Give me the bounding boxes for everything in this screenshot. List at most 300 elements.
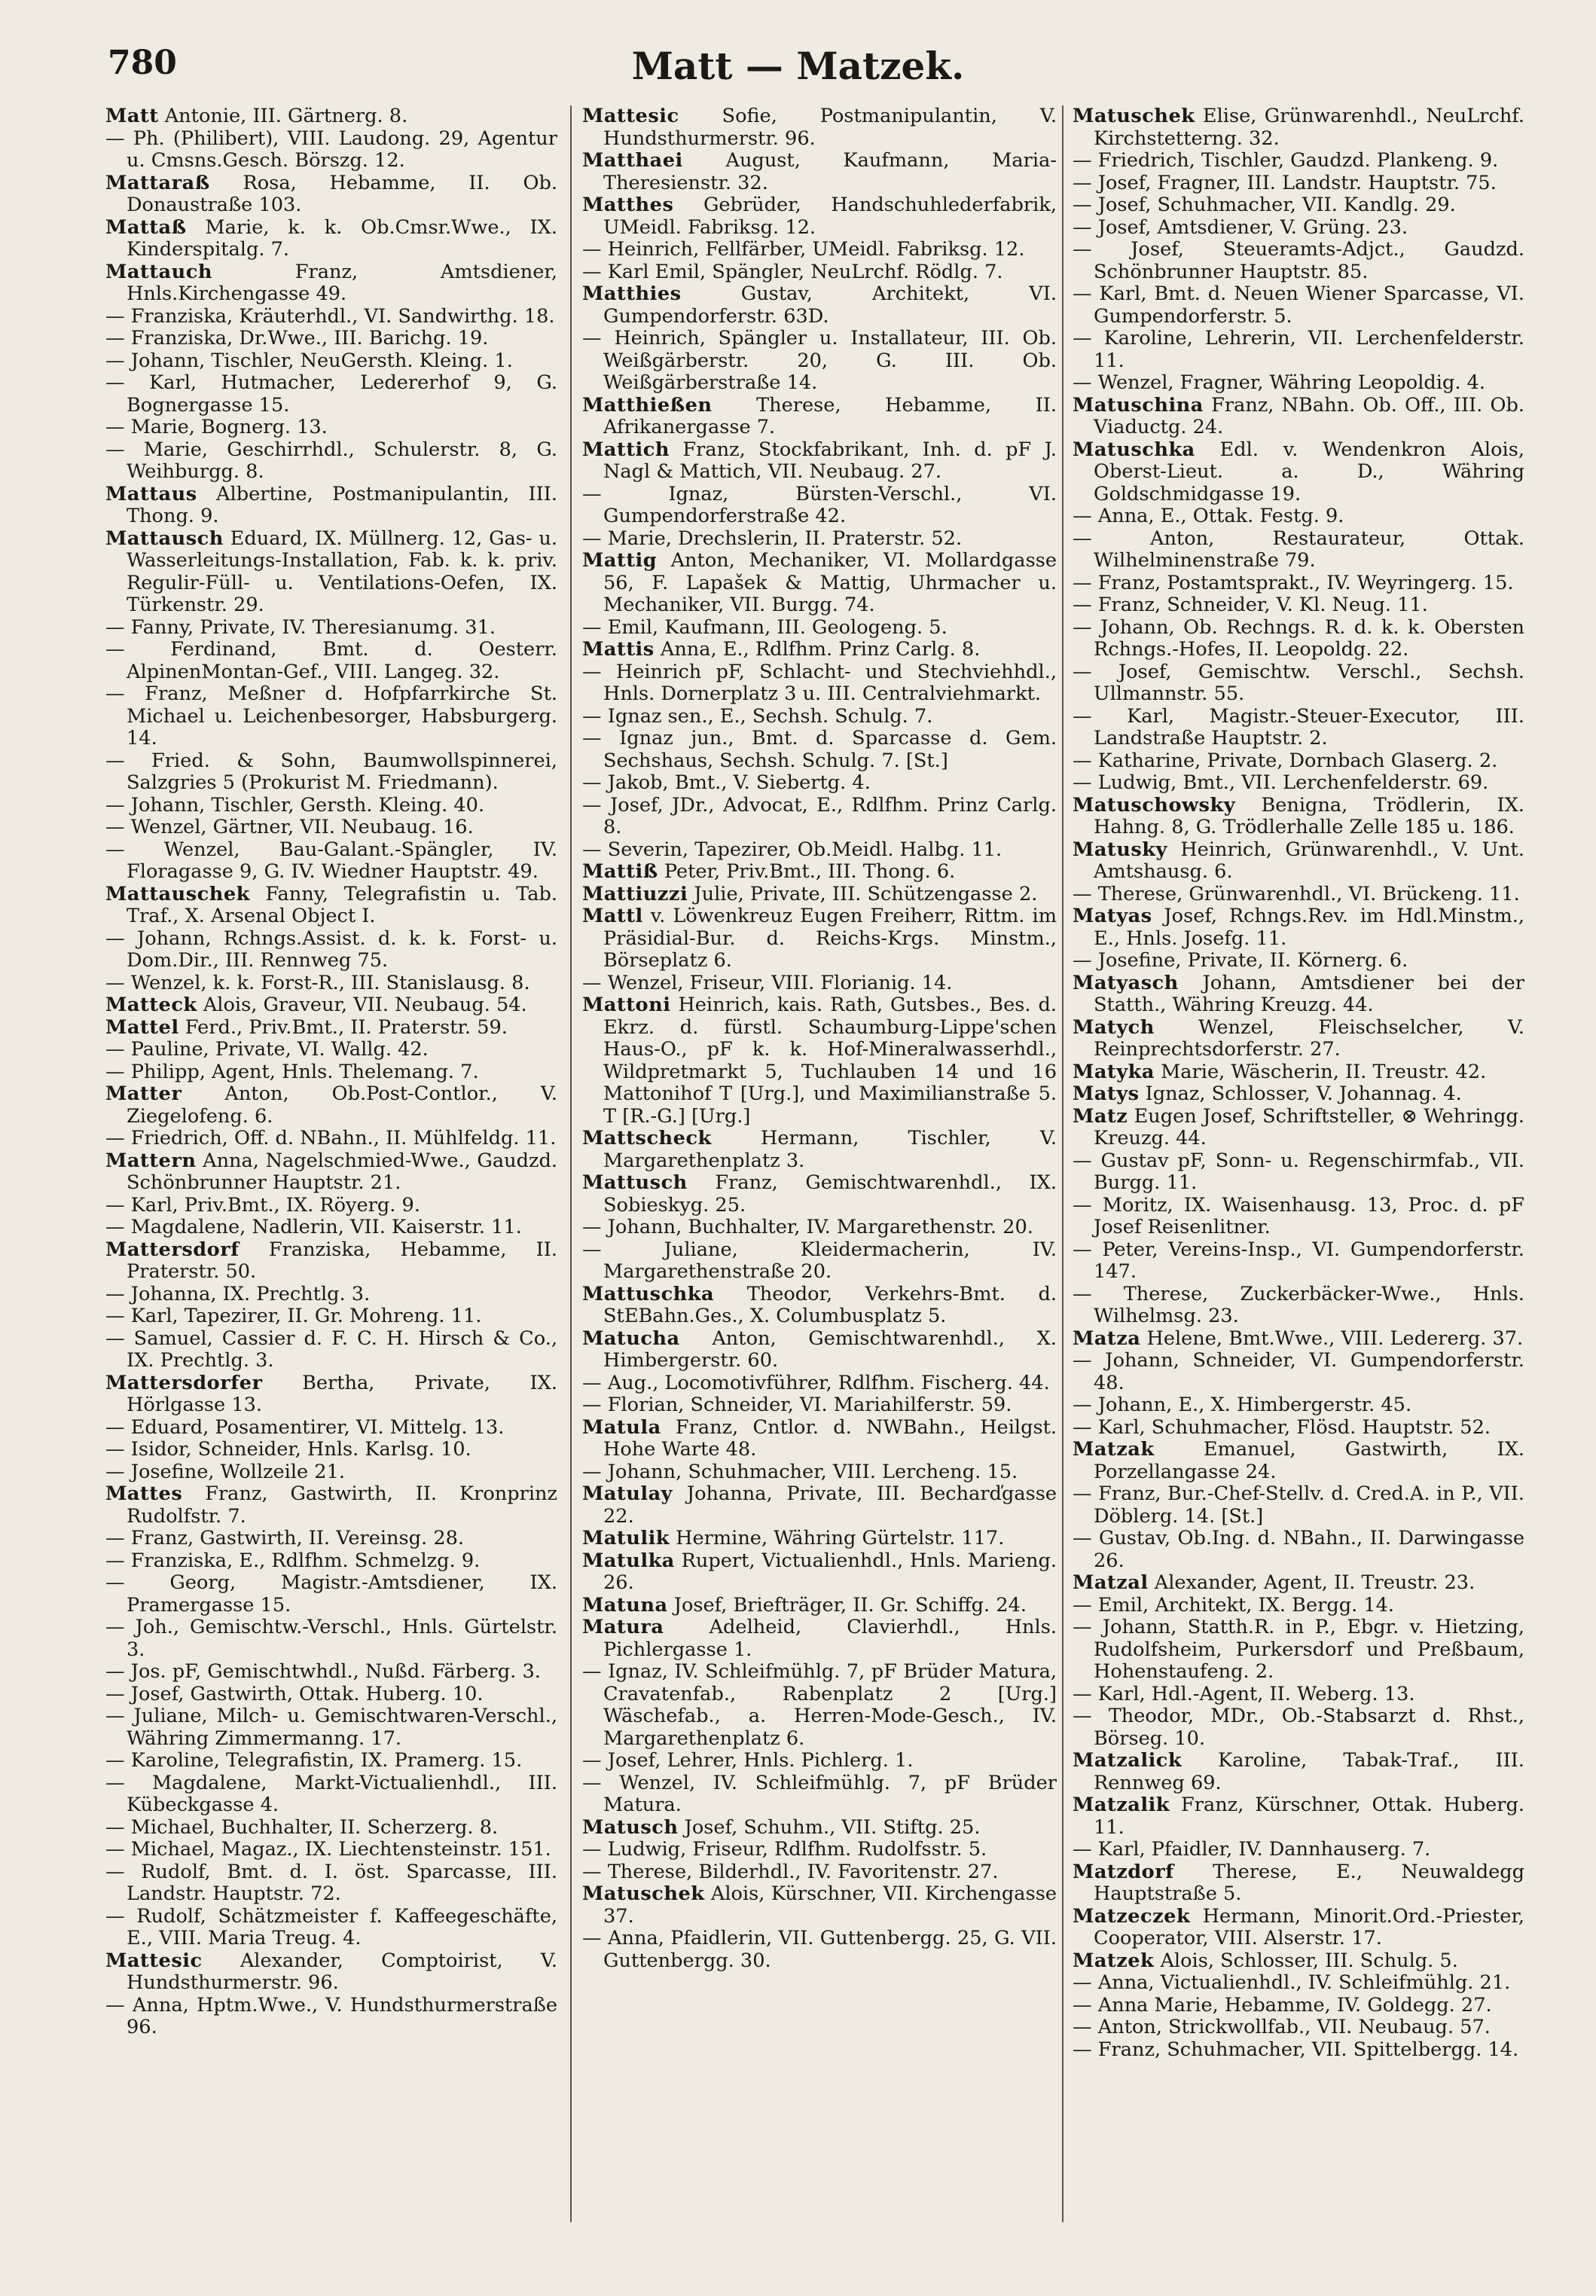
directory-entry (1073, 1617, 1524, 1684)
entry-text: — Wenzel, IV. Schleifmühlg. 7, pF Brüder Matura. (582, 1771, 1057, 1816)
entry-text: Alois, Schlosser, III. Schulg. 5. (1160, 1949, 1458, 1972)
entry-text: — Franziska, Dr.Wwe., III. Barichg. 19. (105, 327, 489, 350)
entry-text: — Franziska, E., Rdlfhm. Schmelzg. 9. (105, 1549, 481, 1572)
directory-entry (582, 328, 1057, 395)
entry-text: Sofie, Postmanipulantin, V. Hundsthurmerstr. 96. (603, 105, 1057, 150)
directory-entry (582, 283, 1057, 328)
entry-text: — Juliane, Milch- u. Gemischtwaren-Verschl., Währing Zimmermanng. 17. (105, 1705, 557, 1750)
directory-entry (105, 261, 557, 306)
entry-text: Gustav, Architekt, VI. Gumpendorferstr. 63D. (603, 282, 1057, 328)
entry-text: Therese, E., Neuwaldegg Hauptstraße 5. (1094, 1860, 1524, 1905)
column-3 (1073, 105, 1524, 2282)
entry-text: — Josef, Amtsdiener, V. Grüng. 23. (1073, 215, 1408, 239)
entry-surname: Matucha (582, 1327, 680, 1350)
entry-text: — Jakob, Bmt., V. Siebertg. 4. (582, 771, 871, 794)
directory-entry (582, 1661, 1057, 1750)
entry-text: — Friedrich, Off. d. NBahn., II. Mühlfeldg. 11. (105, 1127, 557, 1150)
entry-text: — Karl Emil, Spängler, NeuLrchf. Rödlg. 7. (582, 260, 1003, 283)
entry-text: — Anton, Restaurateur, Ottak. Wilhelminenstraße 79. (1073, 527, 1524, 572)
entry-text: Wenzel, Fleischselcher, V. Reinprechtsdorferstr. 27. (1094, 1015, 1524, 1061)
directory-entry (1073, 750, 1524, 773)
directory-entry (582, 1217, 1057, 1239)
directory-entry (1073, 795, 1524, 839)
entry-surname: Matuschina (1073, 393, 1204, 417)
entry-text: v. Löwenkreuz Eugen Freiherr, Rittm. im Präsidial-Bur. d. Reichs-Krgs. Minstm., Börseplatz 6. (603, 905, 1057, 972)
entry-text: — Eduard, Posamentirer, VI. Mittelg. 13. (105, 1415, 505, 1439)
entry-text: Heinrich, Grünwarenhdl., V. Unt. Amtshausg. 6. (1094, 838, 1524, 883)
directory-entry (1073, 505, 1524, 528)
entry-surname: Matzalick (1073, 1749, 1183, 1772)
directory-entry (582, 1817, 1057, 1840)
entry-text: — Michael, Magaz., IX. Liechtensteinstr. 151. (105, 1838, 551, 1861)
entry-text: — Friedrich, Tischler, Gaudzd. Plankeng. 9. (1073, 149, 1499, 172)
entry-text: Franz, Cntlor. d. NWBahn., Heilgst. Hohe Warte 48. (603, 1415, 1057, 1461)
directory-entry (105, 617, 557, 640)
directory-entry (1073, 1950, 1524, 1973)
entry-surname: Matthießen (582, 393, 713, 417)
directory-entry (1073, 1794, 1524, 1839)
directory-entry (1073, 1239, 1524, 1284)
entry-surname: Matuna (582, 1593, 668, 1617)
directory-entry (582, 1772, 1057, 1817)
directory-entry (582, 439, 1057, 484)
entry-text: — Ludwig, Friseur, Rdlfhm. Rudolfsstr. 5. (582, 1838, 987, 1861)
entry-surname: Mattscheck (582, 1127, 712, 1150)
entry-text: — Theodor, MDr., Ob.-Stabsarzt d. Rhst., Börseg. 10. (1073, 1705, 1524, 1750)
entry-text: — Ph. (Philibert), VIII. Laudong. 29, Agentur u. Cmsns.Gesch. Börszg. 12. (105, 127, 557, 172)
directory-entry (1073, 1284, 1524, 1328)
entry-surname: Matyas (1073, 905, 1152, 927)
entry-text: — Anna, E., Ottak. Festg. 9. (1073, 505, 1344, 527)
entry-surname: Mattersdorfer (105, 1371, 263, 1394)
entry-text: — Ignaz, IV. Schleifmühlg. 7, pF Brüder Matura, Cravatenfab., Rabenplatz 2 [Urg.] Wäschefab., a. Herren-Mode-Gesch., IV. Margarethenplatz 6. (582, 1660, 1057, 1750)
entry-surname: Matura (582, 1616, 664, 1638)
entry-text: — Juliane, Kleidermacherin, IV. Margarethenstraße 20. (582, 1238, 1057, 1283)
entry-surname: Matt (105, 105, 159, 127)
directory-entry (1073, 2017, 1524, 2039)
entry-text: — Franz, Bur.-Chef-Stellv. d. Cred.A. in P., VII. Döblerg. 14. [St.] (1073, 1482, 1524, 1528)
page-number: 780 (108, 44, 177, 82)
directory-entry (105, 1083, 557, 1128)
directory-entry (582, 861, 1057, 884)
directory-entry (105, 1750, 557, 1772)
entry-text: — Aug., Locomotivführer, Rdlfhm. Fischerg. 44. (582, 1371, 1050, 1394)
entry-text: — Marie, Geschirrhdl., Schulerstr. 8, G. Weihburgg. 8. (105, 438, 557, 483)
entry-text: Alois, Kürschner, VII. Kirchengasse 37. (603, 1882, 1057, 1928)
directory-entry (582, 994, 1057, 1128)
directory-entry (105, 1061, 557, 1084)
directory-entry (582, 661, 1057, 706)
entry-text: Franz, Stockfabrikant, Inh. d. pF J. Nagl & Mattich, VII. Neubaug. 27. (603, 438, 1057, 483)
entry-text: — Karl, Pfaidler, IV. Dannhauserg. 7. (1073, 1838, 1431, 1861)
directory-entry (105, 994, 557, 1017)
entry-text: — Gustav pF, Sonn- u. Regenschirmfab., VII. Burgg. 11. (1073, 1149, 1524, 1194)
directory-entry (105, 328, 557, 350)
entry-text: — Marie, Drechslerin, II. Praterstr. 52. (582, 527, 963, 550)
directory-entry (1073, 1394, 1524, 1417)
entry-text: — Johann, E., X. Himbergerstr. 45. (1073, 1394, 1412, 1416)
directory-entry (582, 395, 1057, 439)
entry-text: Gebrüder, Handschuhlederfabrik, UMeidl. Fabriksg. 12. (603, 194, 1057, 239)
entry-text: Rupert, Victualienhdl., Hnls. Marieng. 26. (603, 1549, 1057, 1594)
entry-text: — Karl, Schuhmacher, Flösd. Hauptstr. 52. (1073, 1415, 1491, 1439)
directory-entry (105, 1328, 557, 1372)
entry-text: Ferd., Priv.Bmt., II. Praterstr. 59. (185, 1015, 508, 1039)
entry-text: Eduard, IX. Müllnerg. 12, Gas- u. Wasserleitungs-Installation, Fab. k. k. priv. Regulir-Füll- u. Ventilations-Oefen, IX. Türkenstr. 29. (127, 527, 557, 616)
directory-entry (1073, 1417, 1524, 1440)
entry-text: Albertine, Postmanipulantin, III. Thong. 9. (127, 482, 557, 527)
entry-surname: Matzak (1073, 1438, 1155, 1461)
directory-entry (105, 1661, 557, 1684)
directory-entry (1073, 173, 1524, 195)
entry-text: Franz, Kürschner, Ottak. Huberg. 11. (1094, 1794, 1524, 1839)
entry-text: — Therese, Bilderhdl., IV. Favoritenstr. 27. (582, 1860, 999, 1883)
entry-text: Josef, Rchngs.Rev. im Hdl.Minstm., E., Hnls. Josefg. 11. (1094, 905, 1524, 950)
entry-text: Karoline, Tabak-Traf., III. Rennweg 69. (1094, 1749, 1524, 1794)
entry-text: Fanny, Telegrafistin u. Tab. Traf., X. Arsenal Object I. (127, 882, 557, 927)
directory-entry (582, 884, 1057, 906)
directory-entry (582, 1372, 1057, 1395)
entry-text: — Johann, Schuhmacher, VIII. Lercheng. 15. (582, 1460, 1018, 1483)
entry-text: — Gustav, Ob.Ing. d. NBahn., II. Darwingasse 26. (1073, 1527, 1524, 1572)
directory-entry (105, 1550, 557, 1573)
directory-entry (1073, 1328, 1524, 1351)
entry-text: Edl. v. Wendenkron Alois, Oberst-Lieut. a. D., Währing Goldschmidgasse 19. (1094, 438, 1524, 505)
directory-entry (105, 1195, 557, 1217)
entry-text: — Magdalene, Nadlerin, VII. Kaiserstr. 11. (105, 1216, 522, 1238)
directory-entry (1073, 1750, 1524, 1794)
directory-entry (105, 795, 557, 817)
directory-entry (1073, 1106, 1524, 1150)
entry-text: — Karl, Hutmacher, Ledererhof 9, G. Bognergasse 15. (105, 371, 557, 417)
entry-text: — Fried. & Sohn, Baumwollspinnerei, Salzgries 5 (Prokurist M. Friedmann). (105, 749, 557, 794)
entry-text: — Johann, Schneider, VI. Gumpendorferstr. 48. (1073, 1349, 1524, 1394)
directory-entry (582, 261, 1057, 284)
directory-entry (1073, 1150, 1524, 1195)
column-rule (570, 105, 572, 2222)
entry-text: Rosa, Hebamme, II. Ob. Donaustraße 103. (127, 171, 557, 216)
entry-text: — Isidor, Schneider, Hnls. Karlsg. 10. (105, 1438, 471, 1461)
directory-entry (105, 1861, 557, 1906)
entry-text: Emanuel, Gastwirth, IX. Porzellangasse 24. (1094, 1438, 1524, 1483)
directory-entry (105, 128, 557, 173)
entry-surname: Mattiß (582, 860, 658, 883)
directory-entry (105, 1705, 557, 1750)
entry-text: — Josefine, Private, II. Körnerg. 6. (1073, 949, 1408, 972)
directory-entry (1073, 239, 1524, 283)
entry-text: Josef, Briefträger, II. Gr. Schiffg. 24. (673, 1593, 1027, 1617)
directory-entry (1073, 528, 1524, 572)
directory-entry (105, 972, 557, 995)
directory-entry (582, 550, 1057, 617)
entry-surname: Matz (1073, 1104, 1128, 1128)
directory-entry (105, 1017, 557, 1040)
directory-entry (105, 1461, 557, 1484)
column-2 (582, 105, 1057, 2282)
directory-entry (582, 1928, 1057, 1972)
entry-text: — Josef, Gemischtw. Verschl., Sechsh. Ullmannstr. 55. (1073, 660, 1524, 705)
directory-entry (582, 1461, 1057, 1484)
entry-surname: Matuschka (1073, 438, 1195, 461)
directory-entry (105, 1572, 557, 1617)
directory-entry (105, 639, 557, 683)
directory-entry (1073, 1839, 1524, 1861)
entry-surname: Matuschek (582, 1882, 705, 1905)
entry-text: — Katharine, Private, Dornbach Glaserg. 2. (1073, 749, 1498, 772)
directory-entry (1073, 1483, 1524, 1528)
entry-text: Franziska, Hebamme, II. Praterstr. 50. (127, 1238, 557, 1283)
entry-text: — Anna, Hptm.Wwe., V. Hundsthurmerstraße 96. (105, 1993, 557, 2038)
entry-surname: Mattig (582, 549, 658, 572)
entry-text: — Emil, Architekt, IX. Bergg. 14. (1073, 1593, 1395, 1617)
entry-surname: Matzek (1073, 1949, 1155, 1972)
directory-entry (1073, 617, 1524, 661)
entry-surname: Mattauschek (105, 882, 250, 905)
entry-text: — Josefine, Wollzeile 21. (105, 1460, 345, 1483)
directory-entry (582, 1284, 1057, 1328)
entry-text: — Karl, Hdl.-Agent, II. Weberg. 13. (1073, 1682, 1415, 1705)
entry-surname: Mattiuzzi (582, 882, 688, 905)
entry-surname: Matyasch (1073, 971, 1179, 994)
entry-text: — Heinrich pF, Schlacht- und Stechviehhdl., Hnls. Dornerplatz 3 u. III. Centralviehmarkt. (582, 660, 1057, 705)
directory-entry (1073, 217, 1524, 240)
entry-text: Hermine, Währing Gürtelstr. 117. (676, 1527, 1005, 1549)
directory-entry (1073, 594, 1524, 617)
entry-text: — Anton, Strickwollfab., VII. Neubaug. 57. (1073, 2016, 1491, 2038)
entry-text: — Franz, Gastwirth, II. Vereinsg. 28. (105, 1527, 465, 1549)
directory-entry (105, 1128, 557, 1150)
entry-text: — Ignaz sen., E., Sechsh. Schulg. 7. (582, 704, 933, 728)
directory-entry (105, 1995, 557, 2039)
entry-text: — Johann, Statth.R. in P., Ebgr. v. Hietzing, Rudolfsheim, Purkersdorf und Preßbaum, Hohenstaufeng. 2. (1073, 1616, 1524, 1683)
entry-text: — Josef, Fragner, III. Landstr. Hauptstr. 75. (1073, 171, 1497, 194)
directory-entry (1073, 572, 1524, 595)
directory-entry (105, 928, 557, 972)
entry-text: Heinrich, kais. Rath, Gutsbes., Bes. d. Ekrz. d. fürstl. Schaumburg-Lippe'schen Haus-O., pF k. k. Hof-Mineralwasserhdl., Wildpretmarkt 5, Tuchlauben 14 und 16 Mattonihof T [Urg.], und Maximilianstraße 5. T [R.-G.] [Urg.] (603, 994, 1057, 1128)
directory-entry (1073, 706, 1524, 750)
directory-entry (582, 1750, 1057, 1772)
directory-entry (105, 1217, 557, 1239)
directory-entry (1073, 2039, 1524, 2062)
entry-surname: Matuschek (1073, 105, 1195, 127)
column-rule (1062, 105, 1063, 2222)
directory-entry (1073, 905, 1524, 950)
entry-text: August, Kaufmann, Maria-Theresienstr. 32. (603, 149, 1057, 194)
directory-entry (1073, 283, 1524, 328)
column-1 (105, 105, 557, 2282)
directory-entry (1073, 1528, 1524, 1572)
entry-text: — Peter, Vereins-Insp., VI. Gumpendorferstr. 147. (1073, 1238, 1524, 1283)
entry-text: Franz, Gemischtwarenhdl., IX. Sobieskyg. 25. (603, 1171, 1057, 1217)
entry-text: Alois, Graveur, VII. Neubaug. 54. (203, 994, 527, 1016)
entry-text: Helene, Bmt.Wwe., VIII. Ledererg. 37. (1146, 1327, 1524, 1350)
entry-text: — Karl, Magistr.-Steuer-Executor, III. Landstraße Hauptstr. 2. (1073, 704, 1524, 750)
entry-text: — Karl, Bmt. d. Neuen Wiener Sparcasse, VI. Gumpendorferstr. 5. (1073, 282, 1524, 328)
directory-entry (1073, 772, 1524, 795)
entry-surname: Matys (1073, 1082, 1140, 1105)
entry-text: — Jos. pF, Gemischtwhdl., Nußd. Färberg. 3. (105, 1660, 541, 1683)
directory-entry (582, 1417, 1057, 1461)
entry-text: — Rudolf, Schätzmeister f. Kaffeegeschäfte, E., VIII. Maria Treug. 4. (105, 1904, 557, 1949)
entry-text: — Anna, Pfaidlerin, VII. Guttenbergg. 25, G. VII. Guttenbergg. 30. (582, 1927, 1057, 1972)
directory-entry (105, 417, 557, 439)
entry-surname: Matzalik (1073, 1794, 1170, 1816)
directory-entry (582, 1839, 1057, 1861)
entry-text: Anton, Mechaniker, VI. Mollardgasse 56, F. Lapašek & Mattig, Uhrmacher u. Mechaniker, VII. Burgg. 74. (603, 549, 1057, 616)
entry-text: Hermann, Minorit.Ord.-Priester, Cooperator, VIII. Alserstr. 17. (1094, 1904, 1524, 1949)
entry-surname: Matzal (1073, 1571, 1149, 1594)
directory-entry (582, 617, 1057, 640)
entry-text: — Heinrich, Spängler u. Installateur, III. Ob. Weißgärberstr. 20, G. III. Ob. Weißgärberstraße 14. (582, 327, 1057, 394)
entry-surname: Mattes (105, 1482, 183, 1505)
directory-entry (105, 1483, 557, 1528)
entry-surname: Mattuschka (582, 1282, 715, 1305)
entry-text: — Georg, Magistr.-Amtsdiener, IX. Pramergasse 15. (105, 1571, 557, 1617)
entry-text: Theodor, Verkehrs-Bmt. d. StEBahn.Ges., X. Columbusplatz 5. (603, 1282, 1057, 1327)
directory-entry (582, 1528, 1057, 1550)
entry-text: Eugen Josef, Schriftsteller, ⊗ Wehringg. Kreuzg. 44. (1094, 1104, 1524, 1150)
entry-text: — Heinrich, Fellfärber, UMeidl. Fabriksg. 12. (582, 238, 1025, 261)
entry-text: Bertha, Private, IX. Hörlgasse 13. (127, 1371, 557, 1416)
directory-entry (1073, 328, 1524, 372)
entry-text: — Johann, Tischler, Gersth. Kleing. 40. (105, 793, 485, 817)
directory-entry (1073, 1439, 1524, 1483)
entry-text: — Johann, Buchhalter, IV. Margarethenstr. 20. (582, 1216, 1033, 1238)
directory-entry (582, 1883, 1057, 1928)
entry-text: — Karoline, Telegrafistin, IX. Pramerg. 15. (105, 1749, 523, 1772)
directory-entry (105, 173, 557, 217)
entry-text: — Josef, Schuhmacher, VII. Kandlg. 29. (1073, 194, 1456, 216)
entry-text: — Florian, Schneider, VI. Mariahilferstr. 59. (582, 1394, 1012, 1416)
directory-entry (105, 1906, 557, 1950)
directory-entry (1073, 884, 1524, 906)
directory-entry (105, 1150, 557, 1195)
directory-entry (582, 239, 1057, 261)
entry-text: Elise, Grünwarenhdl., NeuLrchf. Kirchstetterng. 32. (1094, 105, 1524, 150)
entry-text: — Josef, Lehrer, Hnls. Pichlerg. 1. (582, 1749, 914, 1772)
directory-entry (105, 1039, 557, 1061)
directory-entry (105, 1839, 557, 1861)
directory-entry (582, 1172, 1057, 1217)
directory-entry (105, 1617, 557, 1661)
entry-text: — Ignaz jun., Bmt. d. Sparcasse d. Gem. Sechshaus, Sechsh. Schulg. 7. [St.] (582, 727, 1057, 772)
directory-entry (1073, 439, 1524, 506)
directory-entry (105, 528, 557, 617)
entry-surname: Mattaß (105, 215, 187, 239)
entry-text: — Rudolf, Bmt. d. I. öst. Sparcasse, III. Landstr. Hauptstr. 72. (105, 1860, 557, 1905)
directory-entry (105, 1284, 557, 1306)
entry-surname: Mattesic (105, 1949, 203, 1972)
directory-entry (1073, 1705, 1524, 1750)
entry-text: Marie, Wäscherin, II. Treustr. 42. (1161, 1060, 1487, 1083)
entry-surname: Matusch (582, 1815, 679, 1839)
entry-surname: Mattich (582, 438, 670, 461)
entry-text: — Moritz, IX. Waisenhausg. 13, Proc. d. pF Josef Reisenlitner. (1073, 1193, 1524, 1238)
entry-text: Johanna, Private, III. Becharďgasse 22. (603, 1482, 1057, 1528)
entry-text: Franz, Amtsdiener, Hnls.Kirchengasse 49. (127, 260, 557, 305)
entry-text: — Emil, Kaufmann, III. Geologeng. 5. (582, 615, 948, 639)
directory-entry (1073, 950, 1524, 972)
entry-surname: Matulka (582, 1549, 675, 1572)
entry-surname: Matula (582, 1415, 661, 1439)
entry-text: Marie, k. k. Ob.Cmsr.Wwe., IX. Kinderspitalg. 7. (127, 215, 557, 261)
entry-text: — Therese, Zuckerbäcker-Wwe., Hnls. Wilhelmsg. 23. (1073, 1282, 1524, 1327)
directory-entry (105, 1239, 557, 1284)
entry-text: Alexander, Agent, II. Treustr. 23. (1154, 1571, 1475, 1594)
directory-entry (105, 372, 557, 417)
entry-text: Therese, Hebamme, II. Afrikanergasse 7. (603, 393, 1057, 438)
directory-entry (582, 905, 1057, 972)
entry-text: Antonie, III. Gärtnerg. 8. (164, 105, 408, 127)
entry-surname: Matthies (582, 282, 682, 305)
directory-entry (582, 639, 1057, 661)
entry-surname: Mattern (105, 1149, 197, 1172)
entry-surname: Matteck (105, 994, 197, 1016)
directory-entry (105, 1305, 557, 1328)
entry-surname: Matza (1073, 1327, 1141, 1350)
directory-entry (582, 1550, 1057, 1595)
directory-entry (582, 839, 1057, 862)
entry-surname: Mattel (105, 1015, 179, 1039)
entry-text: Anna, Nagelschmied-Wwe., Gaudzd. Schönbrunner Hauptstr. 21. (127, 1149, 557, 1194)
directory-entry (582, 706, 1057, 728)
entry-text: Johann, Amtsdiener bei der Statth., Währing Kreuzg. 44. (1094, 971, 1524, 1016)
directory-entry (1073, 1572, 1524, 1595)
directory-entry (105, 484, 557, 528)
directory-entry (105, 750, 557, 795)
entry-surname: Mattusch (582, 1171, 688, 1194)
directory-entry (582, 105, 1057, 150)
entry-surname: Matusky (1073, 838, 1167, 861)
entry-surname: Mattesic (582, 105, 679, 127)
directory-entry (105, 1950, 557, 1995)
entry-text: Anton, Ob.Post-Contlor., V. Ziegelofeng. 6. (127, 1082, 557, 1128)
entry-text: — Johann, Ob. Rechngs. R. d. k. k. Obersten Rchngs.-Hofes, II. Leopoldg. 22. (1073, 615, 1524, 661)
entry-surname: Matthaei (582, 149, 683, 172)
directory-entry (582, 1617, 1057, 1661)
entry-text: — Franziska, Kräuterhdl., VI. Sandwirthg. 18. (105, 304, 555, 328)
entry-surname: Matter (105, 1082, 182, 1105)
entry-text: Anna, E., Rdlfhm. Prinz Carlg. 8. (660, 638, 981, 661)
entry-text: — Franz, Meßner d. Hofpfarrkirche St. Michael u. Leichenbesorger, Habsburgerg. 14. (105, 682, 557, 750)
directory-entry (105, 1528, 557, 1550)
directory-entry (1073, 1906, 1524, 1950)
directory-entry (105, 839, 557, 884)
entry-text: — Wenzel, Bau-Galant.-Spängler, IV. Floragasse 9, G. IV. Wiedner Hauptstr. 49. (105, 838, 557, 883)
entry-text: — Anna, Victualienhdl., IV. Schleifmühlg. 21. (1073, 1971, 1511, 1994)
entry-text: — Ferdinand, Bmt. d. Oesterr. AlpinenMontan-Gef., VIII. Langeg. 32. (105, 638, 557, 683)
entry-text: — Johann, Tischler, NeuGersth. Kleing. 1. (105, 349, 513, 372)
entry-surname: Matych (1073, 1015, 1155, 1039)
entry-text: Julie, Private, III. Schützengasse 2. (694, 882, 1038, 905)
directory-entry (1073, 1684, 1524, 1706)
entry-text: — Ludwig, Bmt., VII. Lerchenfelderstr. 69. (1073, 771, 1489, 794)
directory-entry (582, 1595, 1057, 1617)
directory-entry (1073, 1061, 1524, 1084)
running-head: Matt — Matzek. (631, 44, 965, 88)
entry-text: — Marie, Bognerg. 13. (105, 416, 328, 438)
directory-entry (582, 772, 1057, 795)
entry-text: — Josef, JDr., Advocat, E., Rdlfhm. Prinz Carlg. 8. (582, 793, 1057, 838)
directory-entry (1073, 972, 1524, 1017)
directory-entry (1073, 1350, 1524, 1394)
directory-entry (105, 1684, 557, 1706)
entry-text: — Philipp, Agent, Hnls. Thelemang. 7. (105, 1060, 479, 1083)
directory-entry (105, 1439, 557, 1461)
entry-surname: Mattis (582, 638, 655, 661)
entry-surname: Mattl (582, 905, 643, 927)
entry-text: — Johann, Rchngs.Assist. d. k. k. Forst- u. Dom.Dir., III. Rennweg 75. (105, 927, 557, 972)
